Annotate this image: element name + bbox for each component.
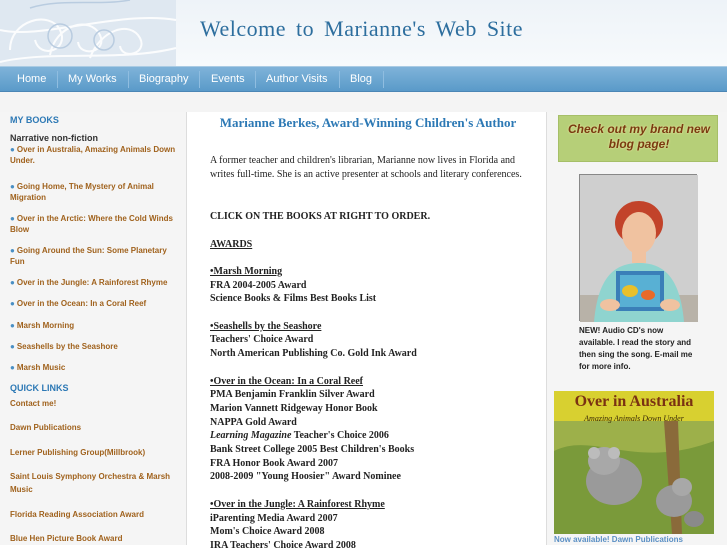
audio-cd-note: NEW! Audio CD's now available. I read the story and then sing the song. E-mail me for more info.: [579, 326, 693, 371]
book-link-label: Seashells by the Seashore: [16, 342, 118, 351]
book-link-label: Going Home, The Mystery of Animal Migration: [10, 182, 154, 202]
intro-paragraph: A former teacher and children's librarian, Marianne now lives in Florida and writes full-time. She is an active presenter at schools and literary conferences.: [210, 155, 522, 180]
award-book-link[interactable]: •Over in the Ocean: In a Coral Reef: [210, 376, 364, 387]
book-link[interactable]: [10, 213, 180, 235]
nav-divider: [339, 71, 340, 88]
book-link[interactable]: [10, 320, 180, 331]
bullet-icon: ●: [10, 182, 15, 191]
bullet-icon: ●: [10, 363, 15, 372]
award-line: Science Books & Films Best Books List: [210, 293, 377, 304]
award-book-link[interactable]: •Seashells by the Seashore: [210, 321, 322, 332]
nav-home[interactable]: Home: [17, 73, 47, 85]
nav-divider: [128, 71, 129, 88]
bullet-icon: ●: [10, 342, 15, 351]
author-photo: [579, 174, 697, 321]
book-link[interactable]: [10, 341, 180, 352]
award-line: 2008-2009 "Young Hoosier" Award Nominee: [210, 471, 401, 482]
nav-divider: [199, 71, 200, 88]
header-swirl-logo: [0, 0, 176, 66]
nav-divider: [383, 71, 384, 88]
book-link-label: Over in the Arctic: Where the Cold Winds Blow: [10, 214, 173, 234]
book-link-label: Marsh Morning: [16, 321, 75, 330]
quick-link[interactable]: Saint Louis Symphony Orchestra & Marsh Music: [10, 472, 171, 494]
nav-blog[interactable]: Blog: [350, 73, 373, 85]
site-header: [0, 0, 727, 66]
quick-link[interactable]: Dawn Publications: [10, 423, 82, 432]
site-title: Welcome to Marianne's Web Site: [200, 16, 524, 41]
narrative-heading: Narrative non-fiction: [10, 133, 99, 143]
bullet-icon: ●: [10, 246, 15, 255]
nav-divider: [57, 71, 58, 88]
book-cover-subtitle: Amazing Animals Down Under: [584, 414, 684, 423]
book-cover-title: Over in Australia: [574, 393, 694, 410]
award-line: NAPPA Gold Award: [210, 417, 297, 428]
order-instruction: CLICK ON THE BOOKS AT RIGHT TO ORDER.: [210, 211, 431, 222]
quick-links-heading: QUICK LINKS: [10, 383, 69, 393]
quick-link[interactable]: Florida Reading Association Award: [10, 510, 144, 519]
blog-banner-text: Check out my brand new blog page!: [567, 122, 711, 151]
page-title: Marianne Berkes, Award-Winning Children's Author: [219, 115, 517, 130]
book-link[interactable]: [10, 298, 180, 309]
book-link[interactable]: [10, 245, 180, 267]
award-line: PMA Benjamin Franklin Silver Award: [210, 389, 375, 400]
book-link[interactable]: [10, 144, 180, 166]
award-line: FRA 2004-2005 Award: [210, 280, 307, 291]
book-link-label: Over in the Jungle: A Rainforest Rhyme: [16, 278, 168, 287]
award-line: Bank Street College 2005 Best Children's Books: [210, 444, 415, 455]
bullet-icon: ●: [10, 321, 15, 330]
blog-banner-link[interactable]: [558, 115, 718, 162]
award-line: Teachers' Choice Award: [210, 334, 314, 345]
nav-author-visits[interactable]: Author Visits: [266, 73, 328, 85]
dawn-publications-link[interactable]: Now available! Dawn Publications: [554, 535, 683, 544]
bullet-icon: ●: [10, 214, 15, 223]
book-link[interactable]: [10, 277, 180, 288]
nav-events[interactable]: Events: [211, 73, 245, 85]
award-line: North American Publishing Co. Gold Ink Award: [210, 348, 417, 359]
bullet-icon: ●: [10, 145, 15, 154]
book-link[interactable]: [10, 362, 180, 373]
quick-link[interactable]: Lerner Publishing Group(Millbrook): [10, 448, 146, 457]
award-book-link[interactable]: •Over in the Jungle: A Rainforest Rhyme: [210, 499, 385, 510]
magazine-name: Learning Magazine: [210, 430, 292, 441]
quick-link[interactable]: Blue Hen Picture Book Award: [10, 534, 123, 543]
my-books-heading: MY BOOKS: [10, 115, 59, 125]
bullet-icon: ●: [10, 278, 15, 287]
book-link-label: Over in Australia, Amazing Animals Down Under.: [10, 145, 176, 165]
award-line: IRA Teachers' Choice Award 2008: [210, 540, 356, 551]
nav-divider: [255, 71, 256, 88]
nav-shadow-strip: [0, 92, 727, 112]
book-link-label: Over in the Ocean: In a Coral Reef: [16, 299, 147, 308]
award-line: iParenting Media Award 2007: [210, 513, 338, 524]
award-line-text: Teacher's Choice 2006: [293, 430, 389, 441]
award-line: [210, 429, 389, 443]
awards-heading: AWARDS: [210, 239, 253, 250]
left-sidebar: [0, 112, 187, 545]
book-link[interactable]: [10, 181, 180, 203]
bullet-icon: ●: [10, 299, 15, 308]
right-sidebar: [546, 112, 727, 545]
award-line: Marion Vannett Ridgeway Honor Book: [210, 403, 378, 414]
quick-link[interactable]: Contact me!: [10, 399, 57, 408]
award-line: FRA Honor Book Award 2007: [210, 458, 338, 469]
nav-biography[interactable]: Biography: [139, 73, 189, 85]
main-content: [188, 112, 546, 551]
award-line: Mom's Choice Award 2008: [210, 526, 325, 537]
award-book-link[interactable]: •Marsh Morning: [210, 266, 283, 277]
nav-my-works[interactable]: My Works: [68, 73, 117, 85]
book-cover-over-in-australia[interactable]: [554, 391, 714, 534]
main-nav: [0, 66, 727, 92]
book-link-label: Marsh Music: [16, 363, 66, 372]
book-link-label: Going Around the Sun: Some Planetary Fun: [10, 246, 167, 266]
